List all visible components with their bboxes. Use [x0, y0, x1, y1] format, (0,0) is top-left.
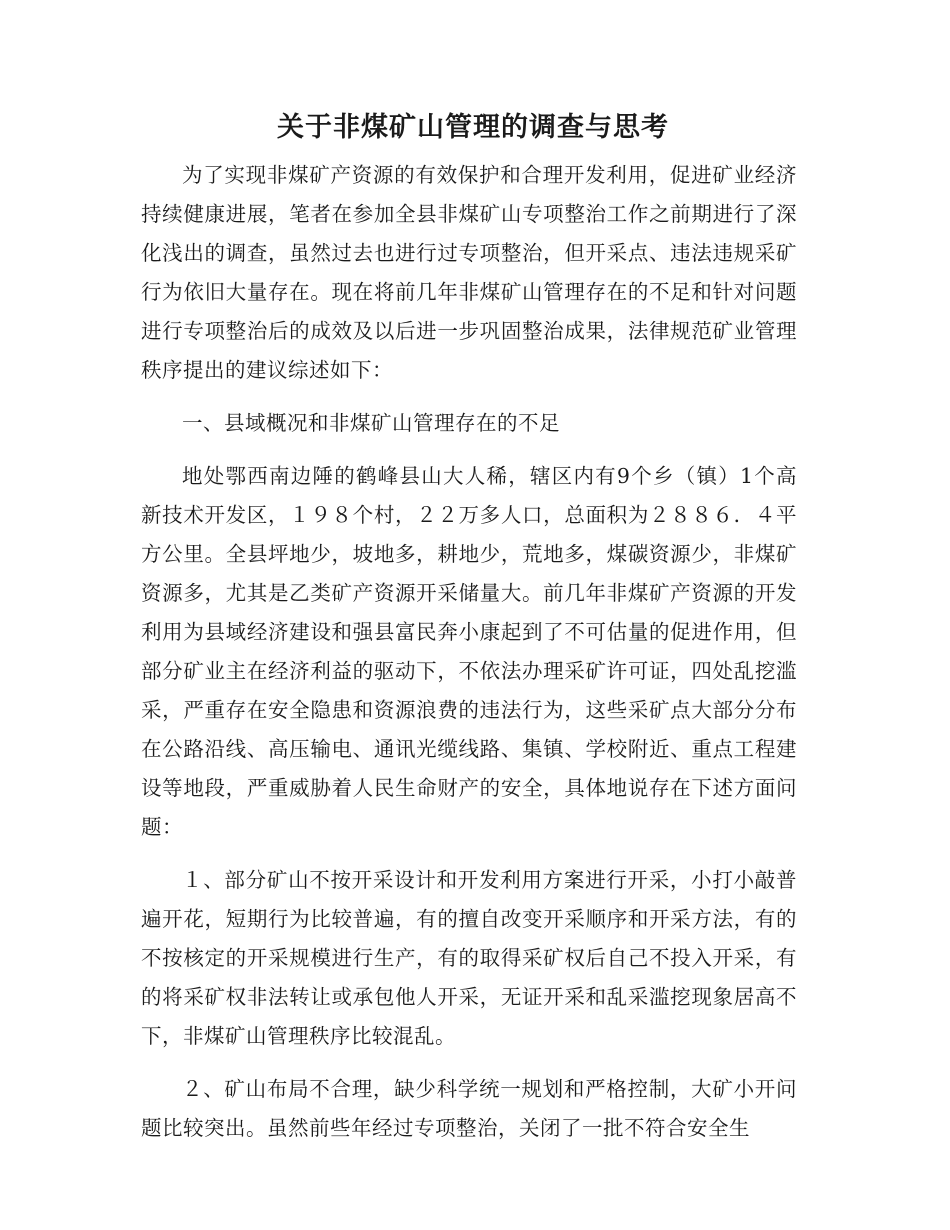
paragraph-county-overview: 地处鄂西南边陲的鹤峰县山大人稀，辖区内有9个乡（镇）1个高新技术开发区，１９８个村，２２万多人口，总面积为２８８６．４平方公里。全县坪地少，坡地多，耕地少，荒地多，煤碳资源少，非煤矿资源多，尤其是乙类矿产资源开采储量大。前几年非煤矿产资源的开发利用为县域经济建设和强县富民奔小康起到了不可估量的促进作用，但部分矿业主在经济利益的驱动下，不依法办理采矿许可证，四处乱挖滥采，严重存在安全隐患和资源浪费的违法行为，这些采矿点大部分分布在公路沿线、高压输电、通讯光缆线路、集镇、学校附近、重点工程建设等地段，严重威胁着人民生命财产的安全，具体地说存在下述方面问题：	[141, 464, 797, 839]
paragraph-problem-2: ２、矿山布局不合理，缺少科学统一规划和严格控制，大矿小开问题比较突出。虽然前些年经过专项整治，关闭了一批不符合安全生	[141, 1077, 797, 1140]
document-title: 关于非煤矿山管理的调查与思考	[277, 112, 669, 143]
document-page	[141, 108, 797, 1148]
paragraph-problem-1: １、部分矿山不按开采设计和开发利用方案进行开采，小打小敲普遍开花，短期行为比较普遍，有的擅自改变开采顺序和开采方法，有的不按核定的开采规模进行生产，有的取得采矿权后自己不投入开采，有的将采矿权非法转让或承包他人开采，无证开采和乱采滥挖现象居高不下，非煤矿山管理秩序比较混乱。	[141, 868, 797, 1048]
section-heading-1: 一、县域概况和非煤矿山管理存在的不足	[182, 411, 560, 435]
paragraph-intro: 为了实现非煤矿产资源的有效保护和合理开发利用，促进矿业经济持续健康进展，笔者在参加全县非煤矿山专项整治工作之前期进行了深化浅出的调查，虽然过去也进行过专项整治，但开采点、违法违规采矿行为依旧大量存在。现在将前几年非煤矿山管理存在的不足和针对问题进行专项整治后的成效及以后进一步巩固整治成果，法律规范矿业管理秩序提出的建议综述如下：	[141, 163, 797, 382]
